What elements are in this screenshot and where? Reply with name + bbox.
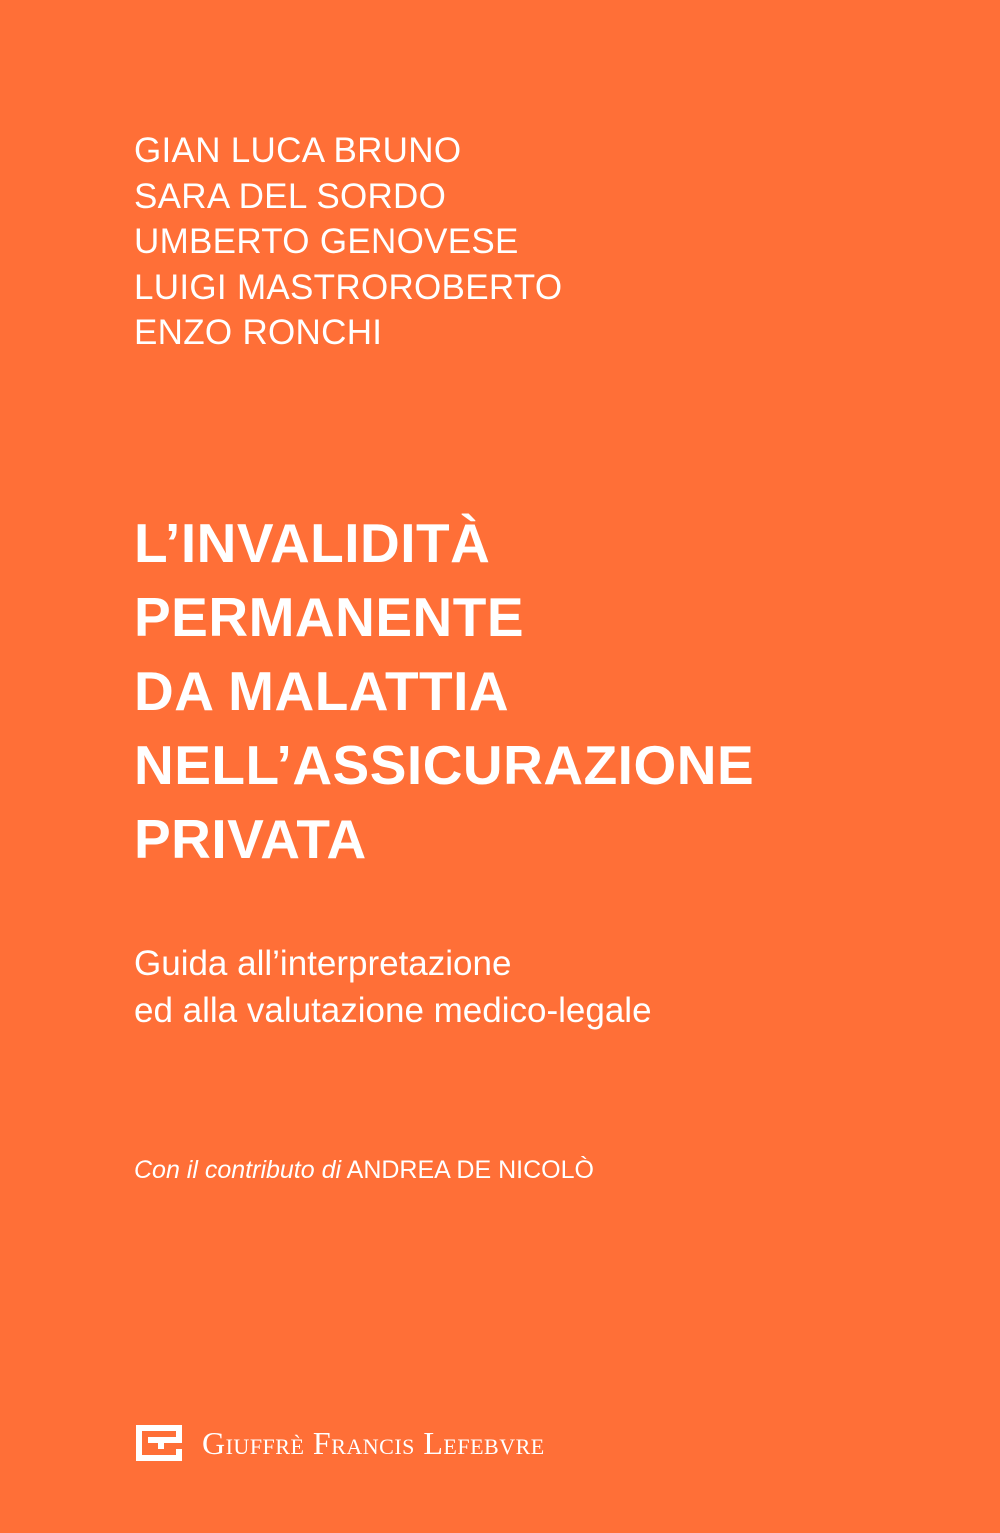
- contribution-lead: Con il contributo di: [134, 1156, 342, 1184]
- author-name: UMBERTO GENOVESE: [134, 222, 519, 261]
- author-name: LUIGI MASTROROBERTO: [134, 267, 563, 307]
- title-line: PRIVATA: [134, 808, 367, 870]
- subtitle-line: ed alla valutazione medico-legale: [134, 991, 652, 1030]
- author-name: ENZO RONCHI: [134, 313, 383, 352]
- title-line: L’INVALIDITÀ: [134, 512, 491, 574]
- title-line: DA MALATTIA: [134, 660, 510, 722]
- contribution-credit: [134, 1153, 594, 1187]
- publisher-block: [134, 1422, 545, 1464]
- book-title: [134, 506, 754, 876]
- contributor-name: ANDREA DE NICOLÒ: [346, 1156, 594, 1184]
- publisher-logo-icon: [134, 1423, 184, 1463]
- author-list: [134, 128, 562, 356]
- author-name: GIAN LUCA BRUNO: [134, 131, 462, 170]
- author-name: SARA DEL SORDO: [134, 176, 447, 216]
- publisher-name: Giuffrè Francis Lefebvre: [202, 1425, 545, 1461]
- title-line: NELL’ASSICURAZIONE: [134, 734, 755, 796]
- book-subtitle: [134, 940, 652, 1034]
- subtitle-line: Guida all’interpretazione: [134, 944, 512, 983]
- title-line: PERMANENTE: [134, 586, 525, 648]
